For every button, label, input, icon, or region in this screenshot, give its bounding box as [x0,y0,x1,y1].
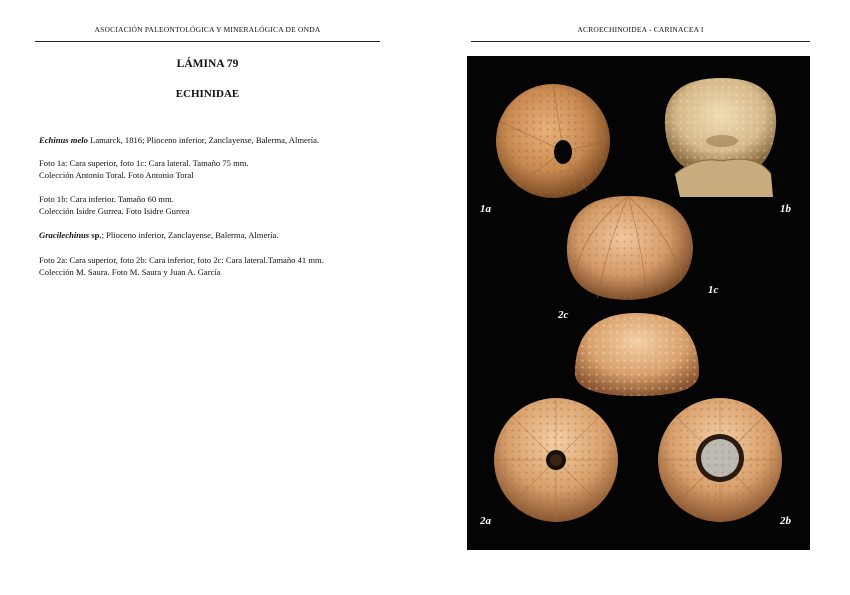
left-running-head: ASOCIACIÓN PALEONTOLÓGICA Y MINERALÓGICA DE ONDA [94,25,321,34]
species1-name: Echinus melo [39,135,88,145]
species2-details: ; Plioceno inferior, Zanclayense, Balerma, Almería. [101,230,279,240]
photo1b-line2: Colección Isidre Gurrea. Foto Isidre Gurrea [39,206,190,216]
fossil-2a [494,398,618,522]
photo1b-line1: Foto 1b: Cara inferior. Tamaño 60 mm. [39,194,174,204]
photo1a-caption [39,157,409,181]
photo2-line2: Colección M. Saura. Foto M. Saura y Juan A. García [39,267,221,277]
species1-details: Lamarck, 1816; Plioceno inferior, Zanclayense, Balerma, Almería. [87,135,320,145]
species2-line [39,229,409,241]
label-2a: 2a [480,515,491,527]
photo2-caption [39,254,409,278]
right-header-rule [471,41,810,42]
family-heading: ECHINIDAE [175,88,240,100]
photo2-line1: Foto 2a: Cara superior, foto 2b: Cara inferior, foto 2c: Cara lateral.Tamaño 41 mm. [39,255,324,265]
label-2c: 2c [558,309,569,321]
species1-line [39,134,409,146]
fossil-1b [665,78,776,197]
photo1b-caption [39,193,409,217]
fossil-2b [658,398,782,522]
plate-title: LÁMINA 79 [176,58,239,70]
label-2b: 2b [780,515,791,527]
label-1c: 1c [708,284,719,296]
species2-name: Gracilechinus [39,230,90,240]
fossil-plate [467,56,810,550]
fossil-1c [567,196,693,300]
photo1a-line2: Colección Antonio Toral. Foto Antonio Toral [39,170,194,180]
photo1a-line1: Foto 1a: Cara superior, foto 1c: Cara lateral. Tamaño 75 mm. [39,158,249,168]
species2-sp: sp. [89,230,102,240]
left-header-rule [35,41,380,42]
label-1a: 1a [480,203,491,215]
fossil-2c [575,313,699,396]
label-1b: 1b [780,203,791,215]
fossil-1a [496,84,610,198]
plate-illustration [467,56,810,550]
right-running-head: ACROECHINOIDEA - CARINACEA I [577,25,704,34]
